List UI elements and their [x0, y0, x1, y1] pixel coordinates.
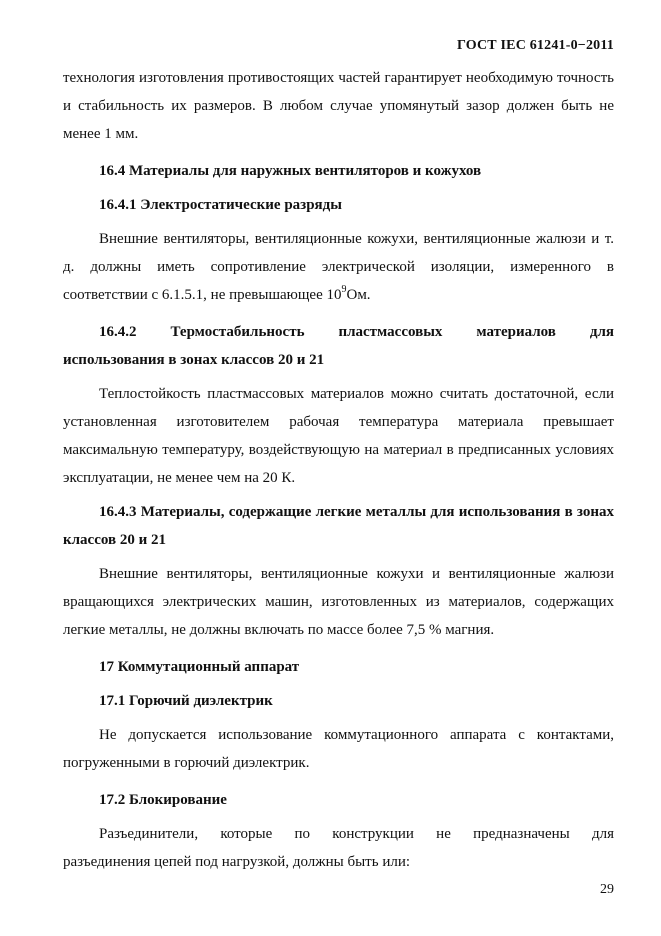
paragraph-17-1: Не допускается использование коммутационного аппарата с контактами, погруженными в горючий диэлектрик.	[63, 727, 614, 771]
section-heading-17-1: 17.1 Горючий диэлектрик	[99, 693, 273, 709]
section-heading-17-2: 17.2 Блокирование	[99, 792, 227, 808]
paragraph-16-4-1	[63, 225, 614, 309]
paragraph-17-2-line1: Разъединители, которые по конструкции не предназначены для	[99, 826, 614, 842]
paragraph-continuation: технология изготовления противостоящих частей гарантирует необходимую точность и стабильность их размеров. В любом случае упомянутый зазор должен быть не менее 1 мм.	[63, 70, 614, 142]
section-heading-16-4: 16.4 Материалы для наружных вентиляторов и кожухов	[99, 163, 482, 179]
section-heading-16-4-2-line2: использования в зонах классов 20 и 21	[63, 352, 325, 368]
page-content	[63, 64, 614, 876]
section-heading-16-4-1: 16.4.1 Электростатические разряды	[99, 197, 342, 213]
paragraph-16-4-2: Теплостойкость пластмассовых материалов можно считать достаточной, если установленная изготовителем рабочая температура материала превышает максимальную температуру, воздействующую на материал в предписанных условиях эксплуатации, не менее чем на 20 К.	[63, 386, 614, 486]
section-heading-17: 17 Коммутационный аппарат	[99, 659, 300, 675]
paragraph-17-2-line2: разъединения цепей под нагрузкой, должны быть или:	[63, 854, 411, 870]
unit-text: Ом.	[346, 287, 371, 303]
paragraph-16-4-3: Внешние вентиляторы, вентиляционные кожухи и вентиляционные жалюзи вращающихся электрических машин, изготовленных из материалов, содержащих легкие металлы, не должны включать по массе более 7,5 % магния.	[63, 566, 614, 638]
exponent: 9	[341, 284, 347, 295]
section-heading-16-4-2-line1: 16.4.2 Термостабильность пластмассовых материалов для	[99, 324, 614, 340]
section-heading-16-4-3: 16.4.3 Материалы, содержащие легкие металлы для использования в зонах классов 20 и 21	[63, 504, 614, 548]
paragraph-16-4-1-text: Внешние вентиляторы, вентиляционные кожухи, вентиляционные жалюзи и т. д. должны иметь сопротивление электрической изоляции, измеренного в соответствии с 6.1.5.1, не превышающее 10	[63, 231, 614, 303]
page-number: 29	[600, 882, 614, 897]
document-standard-code: ГОСТ IEC 61241-0−2011	[456, 38, 614, 53]
